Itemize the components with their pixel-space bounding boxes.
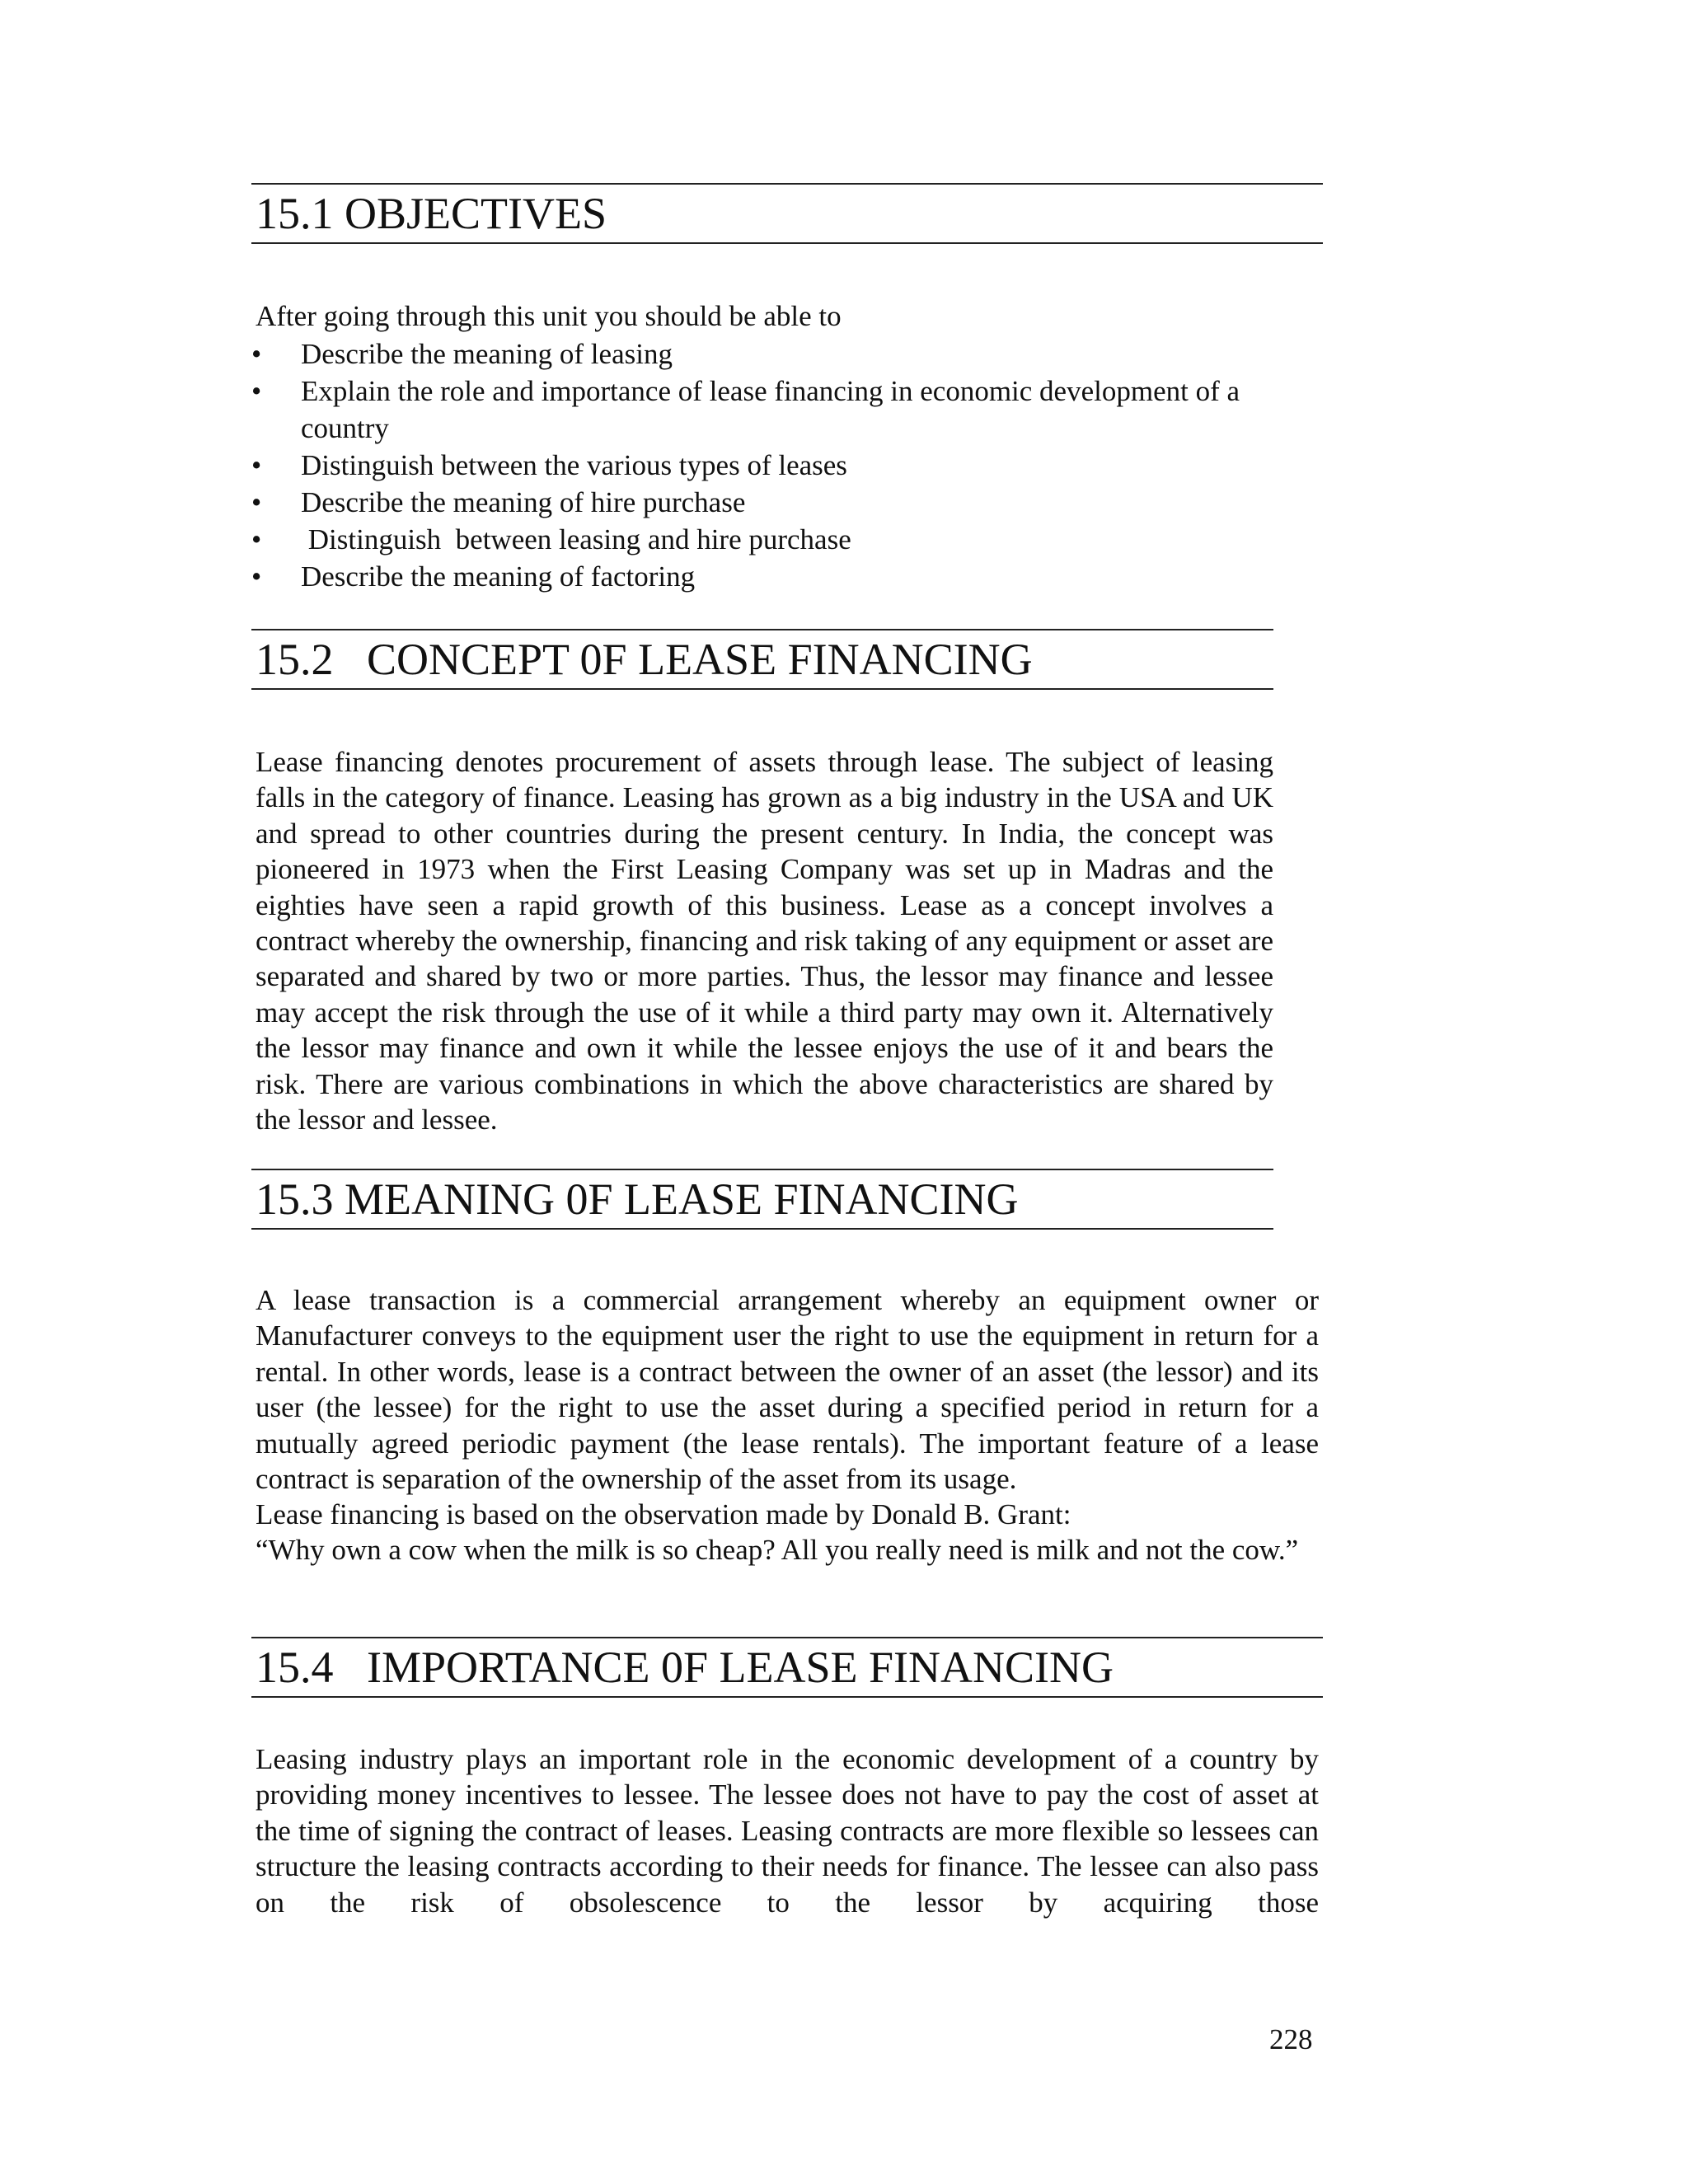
heading-text: 15.1 OBJECTIVES <box>256 189 607 238</box>
bullet-icon: • <box>251 486 262 518</box>
list-item-text: Explain the role and importance of lease financing in economic development of a country <box>301 375 1240 444</box>
list-item <box>251 373 1323 447</box>
bullet-icon: • <box>251 375 262 407</box>
list-item <box>251 335 1323 373</box>
meaning-quote: “Why own a cow when the milk is so cheap? All you really need is milk and not the cow.” <box>256 1534 1299 1566</box>
section-heading-objectives <box>251 183 1323 244</box>
meaning-grant-line: Lease financing is based on the observation made by Donald B. Grant: <box>256 1498 1071 1530</box>
list-item-text: Describe the meaning of factoring <box>301 560 696 593</box>
objectives-list <box>251 335 1323 595</box>
heading-text: 15.4 IMPORTANCE 0F LEASE FINANCING <box>256 1643 1114 1692</box>
list-item-text: Describe the meaning of hire purchase <box>301 486 746 518</box>
importance-paragraph: Leasing industry plays an important role in the economic development of a country by providing money incentives to lessee. The lessee does not have to pay the cost of asset at the time of signing the contract of leases. Leasing contracts are more flexible so lessees can structure the leasing contracts according to their needs for finance. The lessee can also pass on the risk of obsolescence to the lessor by acquiring those <box>256 1743 1319 1919</box>
meaning-paragraph: A lease transaction is a commercial arrangement whereby an equipment owner or Manufacturer conveys to the equipment user the right to use the equipment in return for a rental. In other words, lease is a contract between the owner of an asset (the lessor) and its user (the lessee) for the right to use the asset during a specified period in return for a mutually agreed periodic payment (the lease rentals). The important feature of a lease contract is separation of the ownership of the asset from its usage. <box>256 1284 1319 1496</box>
bullet-icon: • <box>251 560 262 593</box>
list-item-text: Distinguish between the various types of leases <box>301 449 847 481</box>
list-item <box>251 521 1323 558</box>
section-heading-importance <box>251 1637 1323 1698</box>
bullet-icon: • <box>251 449 262 481</box>
section-heading-meaning <box>251 1169 1273 1230</box>
list-item <box>251 447 1323 484</box>
list-item <box>251 558 1323 595</box>
section-heading-concept <box>251 629 1273 690</box>
objectives-intro: After going through this unit you should be able to <box>256 300 842 332</box>
list-item <box>251 484 1323 521</box>
concept-paragraph: Lease financing denotes procurement of assets through lease. The subject of leasing falls in the category of finance. Leasing has grown as a big industry in the USA and UK and spread to other countries during the present century. In India, the concept was pioneered in 1973 when the First Leasing Company was set up in Madras and the eighties have seen a rapid growth of this business. Lease as a concept involves a contract whereby the ownership, financing and risk taking of any equipment or asset are separated and shared by two or more parties. Thus, the lessor may finance and lessee may accept the risk through the use of it while a third party may own it. Alternatively the lessor may finance and own it while the lessee enjoys the use of it and bears the risk. There are various combinations in which the above characteristics are shared by the lessor and lessee. <box>256 746 1273 1137</box>
list-item-text: Describe the meaning of leasing <box>301 338 673 370</box>
heading-text: 15.2 CONCEPT 0F LEASE FINANCING <box>256 635 1033 684</box>
bullet-icon: • <box>251 523 262 555</box>
page-number: 228 <box>1269 2023 1313 2055</box>
heading-text: 15.3 MEANING 0F LEASE FINANCING <box>256 1174 1019 1224</box>
list-item-text: Distinguish between leasing and hire purchase <box>301 523 851 555</box>
bullet-icon: • <box>251 338 262 370</box>
